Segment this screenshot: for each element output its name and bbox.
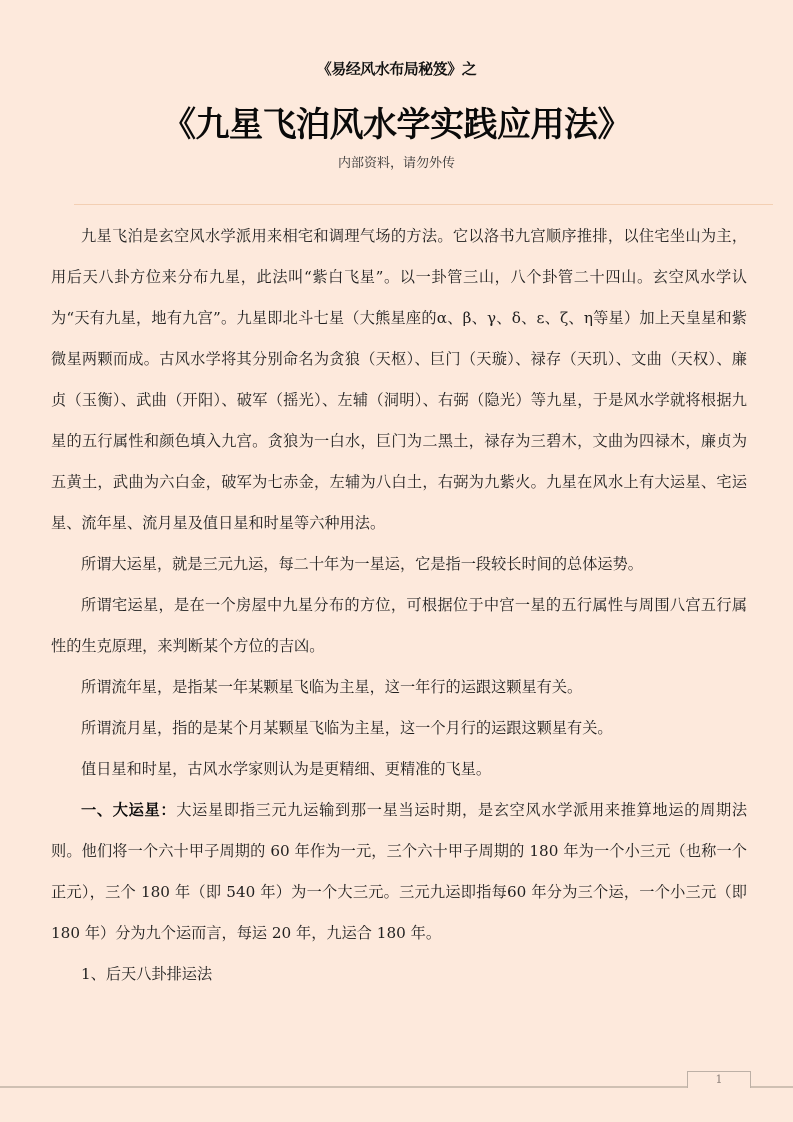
- page-number: 1: [687, 1071, 751, 1088]
- subsection-heading: 1、后天八卦排运法: [81, 965, 213, 983]
- intro-paragraph: 九星飞泊是玄空风水学派用来相宅和调理气场的方法。它以洛书九宫顺序推排，以住宅坐山为主，用后天八卦方位来分布九星，此法叫“紫白飞星”。以一卦管三山，八个卦管二十四山。玄空风水学认为“天有九星，地有九宫”。九星即北斗七星（大熊星座的α、β、γ、δ、ε、ζ、η等星）加上天皇星和紫微星两颗而成。古风水学将其分别命名为贪狼（天枢）、巨门（天璇）、禄存（天玑）、文曲（天权）、廉贞（玉衡）、武曲（开阳）、破军（摇光）、左辅（洞明）、右弼（隐光）等九星，于是风水学就将根据九星的五行属性和颜色填入九宫。贪狼为一白水，巨门为二黑土，禄存为三碧木，文曲为四禄木，廉贞为五黄土，武曲为六白金，破军为七赤金，左辅为八白土，右弼为九紫火。九星在风水上有大运星、宅运星、流年星、流月星及值日星和时星等六种用法。: [51, 227, 747, 532]
- paragraph-zhi-ri-xing: 值日星和时星，古风水学家则认为是更精细、更精准的飞星。: [81, 760, 492, 778]
- header-divider: [74, 204, 773, 205]
- footer-rule-left: [0, 1086, 687, 1088]
- document-title: 《九星飞泊风水学实践应用法》: [162, 105, 631, 145]
- series-title: 《易经风水布局秘笈》之: [316, 60, 477, 78]
- section-one-heading: 一、大运星：: [81, 801, 177, 819]
- paragraph-zhai-yun-xing: 所谓宅运星，是在一个房屋中九星分布的方位，可根据位于中宫一星的五行属性与周围八宫五行属性的生克原理，来判断某个方位的吉凶。: [51, 596, 747, 655]
- document-subtitle: 内部资料，请勿外传: [337, 156, 455, 171]
- footer-rule-right: [751, 1086, 793, 1088]
- paragraph-da-yun-xing: 所谓大运星，就是三元九运，每二十年为一星运，它是指一段较长时间的总体运势。: [81, 555, 643, 573]
- section-one-text: 大运星即指三元九运输到那一星当运时期，是玄空风水学派用来推算地运的周期法则。他们将一个六十甲子周期的 60 年作为一元，三个六十甲子周期的 180 年为一个小三元（也称一个正元），三个 180 年（即 540 年）为一个大三元。三元九运即指每60 年分为三个运，一个小三元（即 180 年）分为九个运而言，每运 20 年，九运合 180 年。: [51, 801, 748, 942]
- section-one-paragraph: [51, 790, 747, 954]
- paragraph-liu-yue-xing: 所谓流月星，指的是某个月某颗星飞临为主星，这一个月行的运跟这颗星有关。: [81, 719, 613, 737]
- document-body: [51, 216, 747, 995]
- paragraph-liu-nian-xing: 所谓流年星，是指某一年某颗星飞临为主星，这一年行的运跟这颗星有关。: [81, 678, 583, 696]
